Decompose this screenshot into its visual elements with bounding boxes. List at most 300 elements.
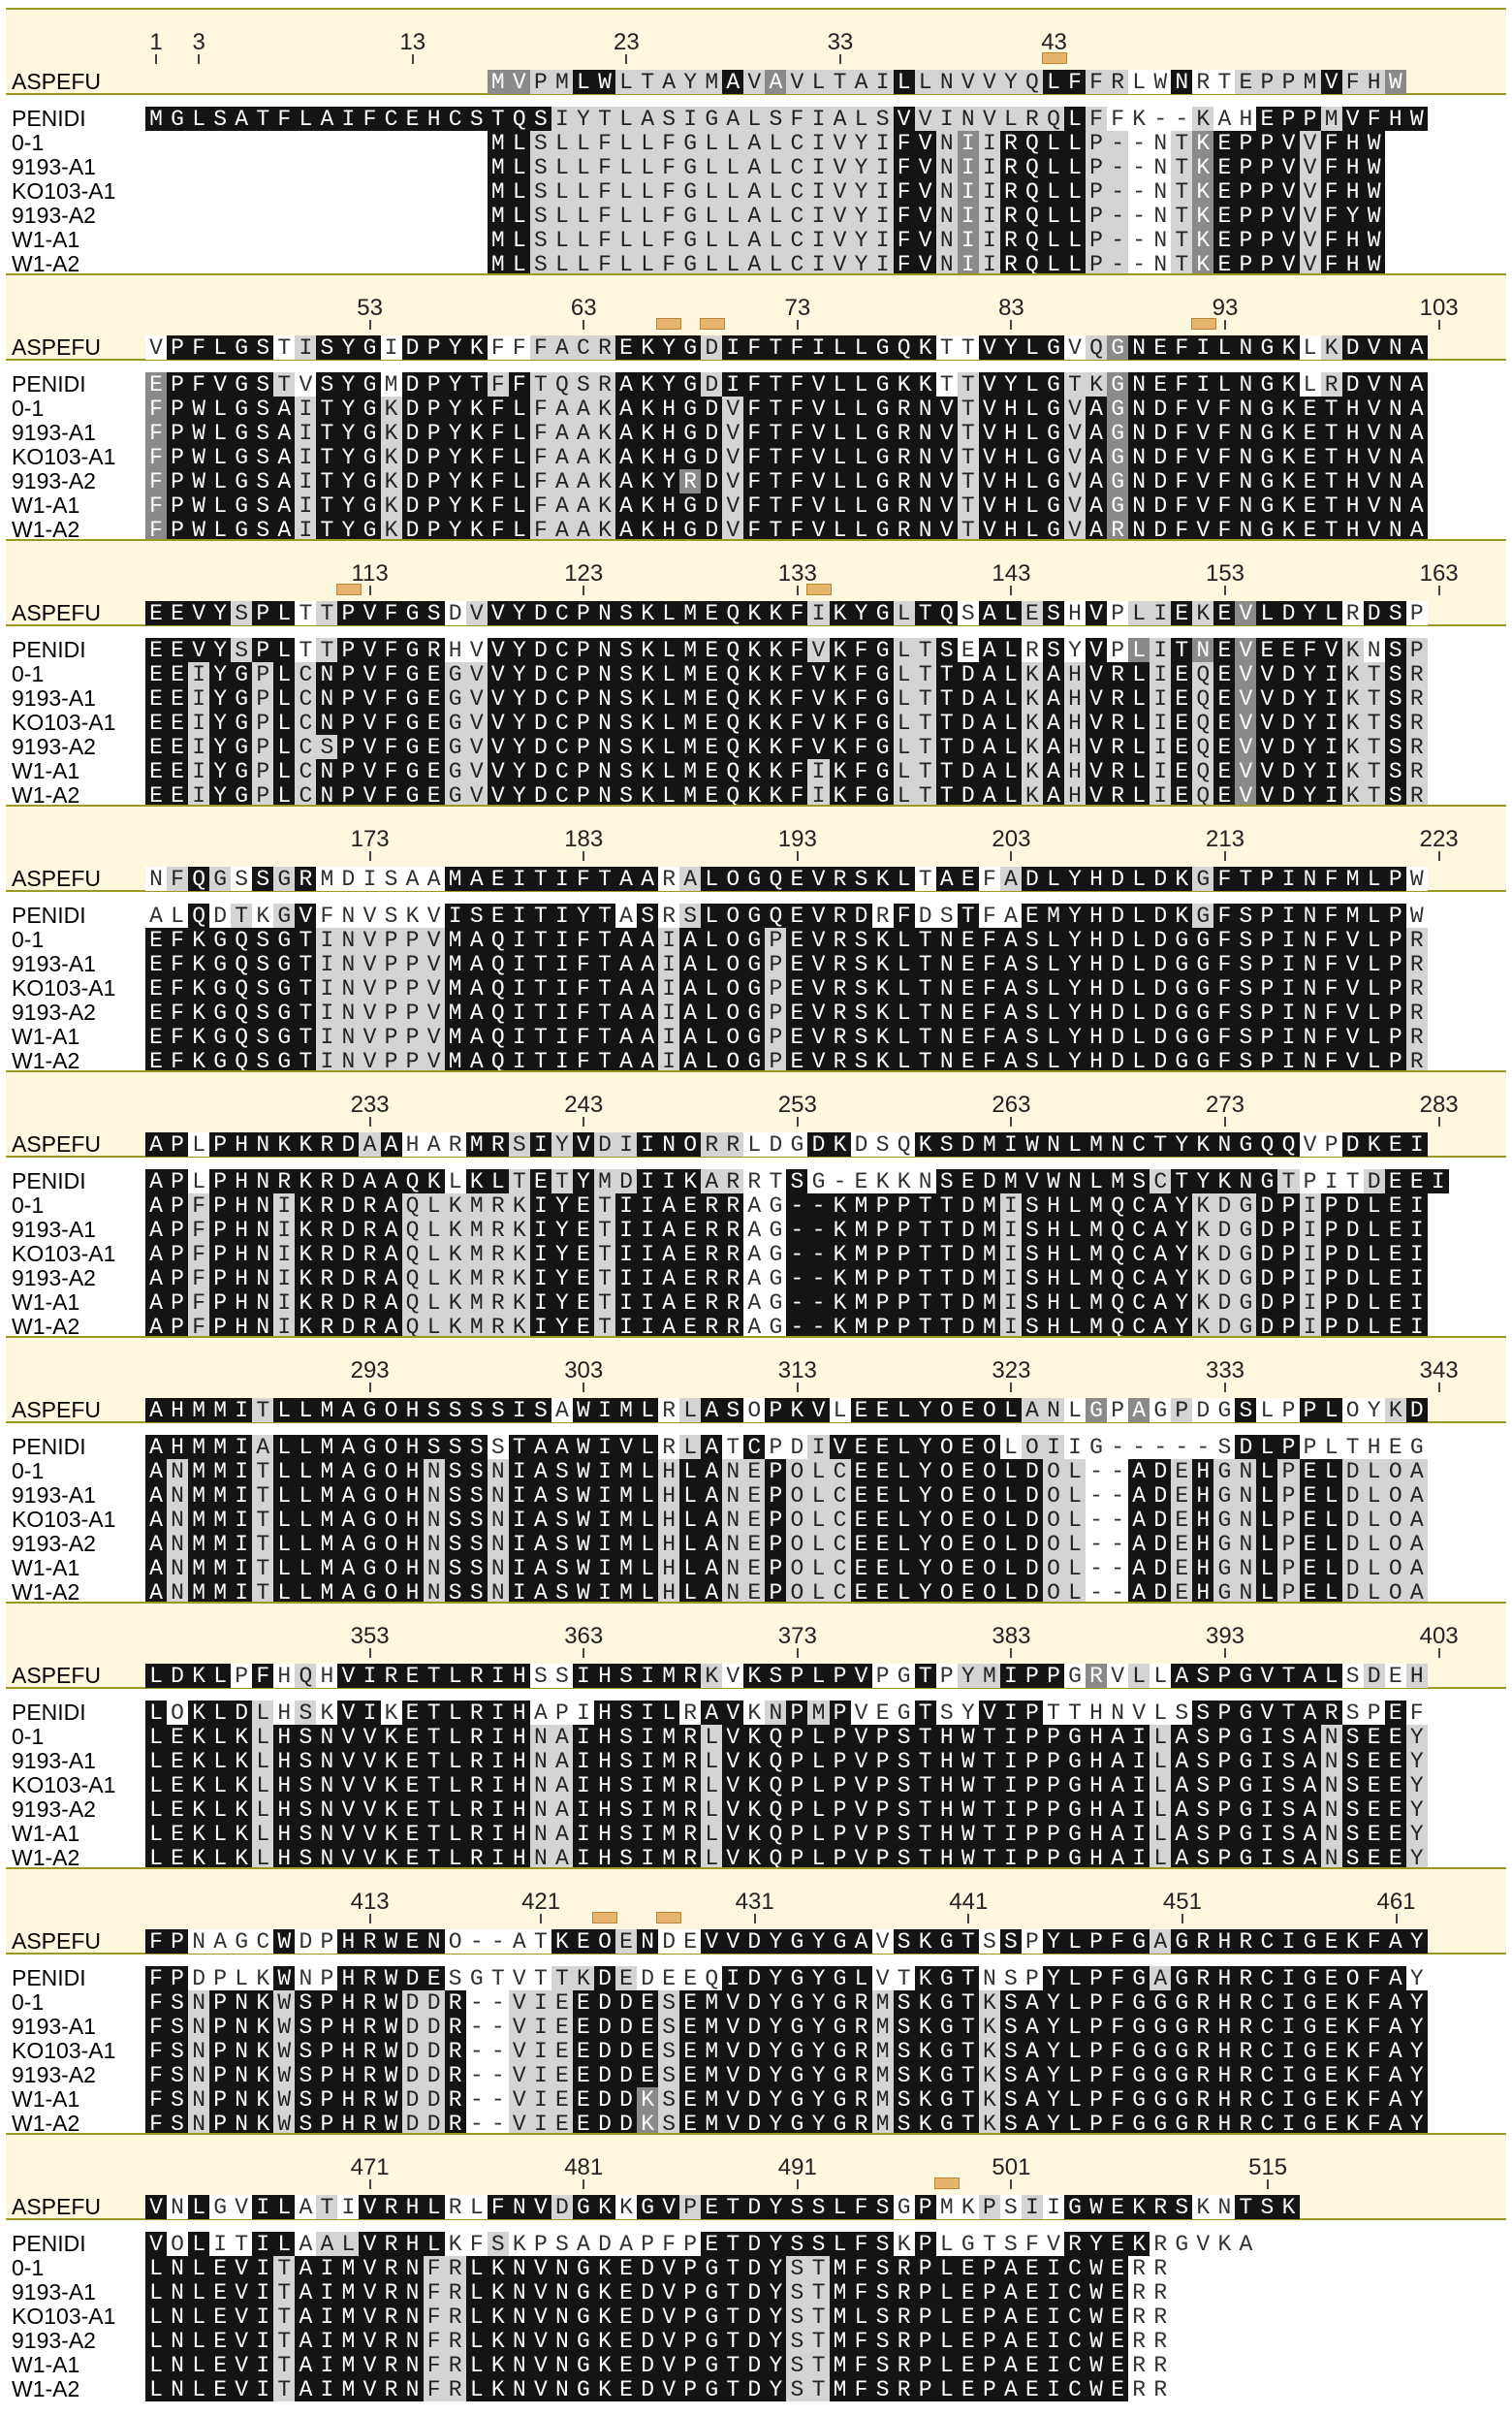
residue: L bbox=[765, 228, 786, 252]
residue: H bbox=[1043, 1242, 1064, 1266]
residue: L bbox=[936, 2353, 958, 2377]
residue: Y bbox=[1000, 335, 1022, 360]
alignment-pad bbox=[424, 179, 445, 204]
residue: K bbox=[1342, 759, 1364, 783]
residue: D bbox=[958, 1315, 979, 1339]
residue: G bbox=[231, 493, 252, 518]
residue: R bbox=[466, 1701, 488, 1725]
residue: R bbox=[722, 1132, 743, 1157]
residue: A bbox=[551, 493, 573, 518]
residue: O bbox=[936, 1483, 958, 1508]
residue: E bbox=[872, 1580, 894, 1605]
residue: V bbox=[1064, 469, 1086, 493]
residue: A bbox=[1406, 372, 1428, 397]
residue: L bbox=[1043, 155, 1064, 179]
residue: S bbox=[851, 867, 872, 891]
residue: R bbox=[851, 2063, 872, 2087]
residue: P bbox=[979, 2256, 1000, 2280]
residue: K bbox=[1342, 686, 1364, 711]
residue: V bbox=[209, 372, 231, 397]
residue: V bbox=[1256, 759, 1277, 783]
residue: G bbox=[231, 783, 252, 808]
residue: C bbox=[1256, 2039, 1277, 2063]
residue: I bbox=[1128, 1822, 1150, 1846]
residue: L bbox=[295, 1532, 316, 1556]
sequence-residues bbox=[145, 952, 1428, 976]
residue: F bbox=[1406, 1701, 1428, 1725]
residue: P bbox=[231, 1664, 252, 1688]
residue: Q bbox=[488, 1001, 509, 1025]
residue: A bbox=[743, 1290, 765, 1315]
residue: D bbox=[701, 445, 722, 469]
residue: L bbox=[1022, 421, 1043, 445]
residue: L bbox=[1364, 1580, 1385, 1605]
residue: R bbox=[1150, 2232, 1171, 2256]
residue: T bbox=[807, 2377, 829, 2401]
residue: D bbox=[1192, 1398, 1213, 1422]
residue: L bbox=[466, 2329, 488, 2353]
residue: R bbox=[830, 928, 851, 952]
residue: L bbox=[551, 204, 573, 228]
residue: R bbox=[424, 638, 445, 662]
residue: L bbox=[209, 1749, 231, 1773]
residue: T bbox=[316, 518, 337, 542]
residue: R bbox=[1406, 952, 1428, 976]
residue: V bbox=[1342, 107, 1364, 131]
residue: P bbox=[573, 783, 594, 808]
residue: N bbox=[958, 107, 979, 131]
residue: P bbox=[316, 2063, 337, 2087]
residue: L bbox=[1128, 686, 1150, 711]
residue: Q bbox=[765, 1773, 786, 1797]
residue: Q bbox=[402, 1290, 424, 1315]
residue: P bbox=[872, 1266, 894, 1290]
residue: S bbox=[295, 1990, 316, 2015]
residue: H bbox=[1213, 2063, 1235, 2087]
residue: A bbox=[145, 1218, 167, 1242]
residue: L bbox=[424, 1242, 445, 1266]
residue: V bbox=[1235, 662, 1256, 686]
residue: K bbox=[830, 1132, 851, 1157]
residue: L bbox=[145, 1701, 167, 1725]
residue: H bbox=[1213, 1966, 1235, 1990]
residue: H bbox=[1064, 711, 1086, 735]
residue: E bbox=[637, 2039, 658, 2063]
residue: R bbox=[830, 1049, 851, 1073]
residue: V bbox=[807, 662, 829, 686]
residue: E bbox=[1300, 1580, 1321, 1605]
residue: L bbox=[1256, 1532, 1277, 1556]
residue: L bbox=[188, 2305, 209, 2329]
residue: C bbox=[551, 735, 573, 759]
residue: D bbox=[615, 1169, 637, 1193]
residue: O bbox=[1385, 1532, 1406, 1556]
residue: Y bbox=[1171, 1315, 1192, 1339]
residue: F bbox=[1213, 397, 1235, 421]
residue: L bbox=[188, 2232, 209, 2256]
residue: W bbox=[273, 2039, 295, 2063]
residue: L bbox=[295, 1556, 316, 1580]
residue: A bbox=[679, 952, 701, 976]
residue: Y bbox=[1300, 711, 1321, 735]
residue: E bbox=[424, 662, 445, 686]
residue: L bbox=[424, 1266, 445, 1290]
residue: F bbox=[1107, 2039, 1128, 2063]
residue: T bbox=[1321, 493, 1342, 518]
residue: G bbox=[872, 445, 894, 469]
residue: M bbox=[658, 1822, 679, 1846]
residue: T bbox=[915, 711, 936, 735]
sequence-name: W1-A2 bbox=[12, 517, 80, 542]
residue: F bbox=[979, 867, 1000, 891]
position-label: 293 bbox=[350, 1357, 390, 1383]
residue: M bbox=[615, 1532, 637, 1556]
residue: N bbox=[1213, 1132, 1235, 1157]
residue: A bbox=[1107, 1773, 1128, 1797]
residue: Y bbox=[765, 2087, 786, 2112]
residue: E bbox=[701, 711, 722, 735]
residue: V bbox=[830, 131, 851, 155]
residue: M bbox=[1300, 70, 1321, 94]
residue: P bbox=[637, 2232, 658, 2256]
residue: N bbox=[1192, 638, 1213, 662]
residue: E bbox=[872, 1532, 894, 1556]
residue: N bbox=[1128, 397, 1150, 421]
residue: H bbox=[936, 1773, 958, 1797]
residue: E bbox=[679, 1266, 701, 1290]
residue: L bbox=[145, 1822, 167, 1846]
residue: G bbox=[402, 601, 424, 625]
residue: L bbox=[509, 469, 530, 493]
residue: V bbox=[722, 2063, 743, 2087]
residue: K bbox=[830, 638, 851, 662]
residue: N bbox=[1213, 2195, 1235, 2219]
residue: K bbox=[231, 1822, 252, 1846]
residue: T bbox=[594, 867, 615, 891]
residue: R bbox=[273, 1169, 295, 1193]
residue: S bbox=[252, 1001, 273, 1025]
residue: I bbox=[273, 1193, 295, 1218]
residue: L bbox=[1128, 638, 1150, 662]
residue: G bbox=[743, 1001, 765, 1025]
residue: I bbox=[1043, 2377, 1064, 2401]
residue: G bbox=[1086, 1398, 1107, 1422]
sequence-row bbox=[6, 928, 1506, 952]
sequence-row bbox=[6, 2329, 1506, 2353]
residue: E bbox=[1385, 1169, 1406, 1193]
residue: N bbox=[295, 1966, 316, 1990]
residue: G bbox=[1235, 1664, 1256, 1688]
residue: V bbox=[1235, 638, 1256, 662]
residue: P bbox=[167, 1242, 188, 1266]
residue: N bbox=[167, 1556, 188, 1580]
residue: P bbox=[894, 1242, 915, 1266]
residue: V bbox=[807, 928, 829, 952]
residue: G bbox=[765, 1266, 786, 1290]
residue: S bbox=[1022, 1315, 1043, 1339]
site-marker bbox=[336, 584, 362, 595]
residue: V bbox=[488, 686, 509, 711]
alignment-pad bbox=[145, 155, 167, 179]
residue: K bbox=[915, 372, 936, 397]
residue: I bbox=[658, 952, 679, 976]
residue: T bbox=[1364, 759, 1385, 783]
residue: G bbox=[1171, 1966, 1192, 1990]
residue: A bbox=[1406, 518, 1428, 542]
residue: V bbox=[231, 2353, 252, 2377]
residue: T bbox=[594, 1290, 615, 1315]
residue: R bbox=[466, 1749, 488, 1773]
residue: K bbox=[830, 662, 851, 686]
sequence-residues bbox=[145, 1532, 1428, 1556]
residue: I bbox=[637, 1290, 658, 1315]
residue: E bbox=[786, 1025, 807, 1049]
residue: V bbox=[979, 421, 1000, 445]
position-label: 451 bbox=[1162, 1889, 1202, 1915]
residue: H bbox=[1000, 518, 1022, 542]
residue: R bbox=[1235, 2015, 1256, 2039]
residue: H bbox=[1000, 421, 1022, 445]
position-label: 441 bbox=[949, 1889, 989, 1915]
residue: G bbox=[231, 735, 252, 759]
residue: E bbox=[1171, 759, 1192, 783]
residue: V bbox=[530, 2195, 551, 2219]
residue: T bbox=[530, 1929, 551, 1954]
residue: F bbox=[530, 421, 551, 445]
residue: K bbox=[637, 686, 658, 711]
residue: T bbox=[252, 1532, 273, 1556]
residue: K bbox=[381, 1822, 402, 1846]
residue: W bbox=[573, 1483, 594, 1508]
residue: Y bbox=[807, 2087, 829, 2112]
residue: O bbox=[381, 1580, 402, 1605]
residue: P bbox=[381, 1049, 402, 1073]
residue: E bbox=[145, 1025, 167, 1049]
residue: R bbox=[1192, 2015, 1213, 2039]
residue: K bbox=[252, 2112, 273, 2136]
residue: S bbox=[1000, 2232, 1022, 2256]
residue: L bbox=[551, 179, 573, 204]
residue: T bbox=[765, 335, 786, 360]
residue: W bbox=[1406, 904, 1428, 928]
residue: L bbox=[424, 1290, 445, 1315]
residue: Y bbox=[765, 2063, 786, 2087]
residue: A bbox=[530, 1483, 551, 1508]
residue: Y bbox=[765, 2353, 786, 2377]
residue: T bbox=[915, 1773, 936, 1797]
residue: M bbox=[316, 1398, 337, 1422]
residue: H bbox=[337, 1990, 359, 2015]
residue: P bbox=[1385, 867, 1406, 891]
residue: G bbox=[209, 1001, 231, 1025]
residue: D bbox=[1342, 1508, 1364, 1532]
residue: D bbox=[1107, 1001, 1128, 1025]
residue: Y bbox=[209, 662, 231, 686]
residue: K bbox=[1171, 867, 1192, 891]
residue: K bbox=[894, 1169, 915, 1193]
residue: G bbox=[1235, 1797, 1256, 1822]
residue: L bbox=[615, 228, 637, 252]
residue: V bbox=[722, 2039, 743, 2063]
residue: R bbox=[1150, 2195, 1171, 2219]
residue: Y bbox=[337, 493, 359, 518]
sequence-name: 0-1 bbox=[12, 1192, 45, 1218]
residue: F bbox=[851, 2232, 872, 2256]
residue: G bbox=[786, 1966, 807, 1990]
residue: M bbox=[872, 2015, 894, 2039]
residue: M bbox=[337, 2256, 359, 2280]
sequence-row bbox=[6, 1990, 1506, 2015]
residue: I bbox=[958, 204, 979, 228]
residue: V bbox=[807, 735, 829, 759]
residue: L bbox=[1150, 1846, 1171, 1870]
residue: L bbox=[615, 252, 637, 276]
residue: L bbox=[679, 1556, 701, 1580]
residue: L bbox=[1321, 1398, 1342, 1422]
residue: R bbox=[359, 1242, 380, 1266]
residue: V bbox=[359, 976, 380, 1001]
residue: E bbox=[167, 711, 188, 735]
residue: O bbox=[936, 1556, 958, 1580]
residue: Y bbox=[851, 179, 872, 204]
alignment-pad bbox=[209, 70, 231, 94]
residue: K bbox=[915, 335, 936, 360]
residue: K bbox=[188, 1701, 209, 1725]
residue: A bbox=[1043, 686, 1064, 711]
residue: S bbox=[958, 601, 979, 625]
residue: P bbox=[1043, 1822, 1064, 1846]
sequence-row bbox=[6, 1701, 1506, 1725]
residue: A bbox=[743, 1193, 765, 1218]
residue: G bbox=[359, 518, 380, 542]
residue: E bbox=[958, 2329, 979, 2353]
residue: T bbox=[594, 1315, 615, 1339]
residue: T bbox=[1321, 469, 1342, 493]
residue: I bbox=[530, 1132, 551, 1157]
residue: H bbox=[1086, 1846, 1107, 1870]
residue: E bbox=[958, 1532, 979, 1556]
residue: S bbox=[1342, 1822, 1364, 1846]
residue: P bbox=[786, 1773, 807, 1797]
residue: Y bbox=[658, 372, 679, 397]
residue: M bbox=[979, 1242, 1000, 1266]
residue: R bbox=[1150, 2280, 1171, 2305]
residue: N bbox=[1128, 421, 1150, 445]
residue: N bbox=[1235, 518, 1256, 542]
residue: Q bbox=[765, 1846, 786, 1870]
residue: P bbox=[1022, 1749, 1043, 1773]
position-label: 373 bbox=[777, 1623, 817, 1649]
sequence-residues bbox=[145, 2232, 1256, 2256]
residue: I bbox=[958, 252, 979, 276]
residue: I bbox=[807, 252, 829, 276]
residue: L bbox=[551, 228, 573, 252]
residue: C bbox=[551, 711, 573, 735]
alignment-pad bbox=[445, 179, 466, 204]
residue: T bbox=[958, 2112, 979, 2136]
residue: P bbox=[1277, 1290, 1299, 1315]
residue: P bbox=[1321, 1266, 1342, 1290]
residue: E bbox=[573, 1242, 594, 1266]
residue: E bbox=[1385, 1749, 1406, 1773]
residue: L bbox=[509, 204, 530, 228]
residue: Q bbox=[1192, 686, 1213, 711]
residue: I bbox=[252, 2256, 273, 2280]
residue: K bbox=[488, 2256, 509, 2280]
residue: L bbox=[1128, 735, 1150, 759]
residue: V bbox=[658, 2329, 679, 2353]
residue: N bbox=[1385, 335, 1406, 360]
residue: E bbox=[958, 1483, 979, 1508]
position-tick bbox=[625, 54, 627, 64]
residue: Y bbox=[1406, 2063, 1428, 2087]
residue: L bbox=[615, 107, 637, 131]
sequence-row bbox=[6, 759, 1506, 783]
residue: V bbox=[658, 2377, 679, 2401]
residue: I bbox=[252, 2280, 273, 2305]
residue: S bbox=[466, 1508, 488, 1532]
residue: G bbox=[1064, 1749, 1086, 1773]
residue: Y bbox=[445, 445, 466, 469]
residue: D bbox=[1213, 1266, 1235, 1290]
residue: I bbox=[1064, 1435, 1086, 1459]
residue: E bbox=[1300, 421, 1321, 445]
residue: P bbox=[167, 445, 188, 469]
residue: F bbox=[851, 686, 872, 711]
residue: A bbox=[530, 1556, 551, 1580]
residue: V bbox=[807, 638, 829, 662]
residue: T bbox=[936, 1266, 958, 1290]
residue: C bbox=[830, 1508, 851, 1532]
residue: G bbox=[445, 759, 466, 783]
position-label: 421 bbox=[521, 1889, 561, 1915]
residue: N bbox=[337, 952, 359, 976]
residue: D bbox=[402, 397, 424, 421]
residue: E bbox=[1385, 1242, 1406, 1266]
residue: S bbox=[424, 601, 445, 625]
residue: O bbox=[936, 1435, 958, 1459]
residue: P bbox=[1256, 1049, 1277, 1073]
residue: E bbox=[679, 2063, 701, 2087]
sequence-row bbox=[6, 1001, 1506, 1025]
residue: V bbox=[722, 518, 743, 542]
residue: V bbox=[530, 2377, 551, 2401]
residue: C bbox=[295, 759, 316, 783]
residue: M bbox=[615, 1398, 637, 1422]
residue: P bbox=[830, 1773, 851, 1797]
residue: M bbox=[209, 1508, 231, 1532]
residue: L bbox=[1022, 518, 1043, 542]
residue: P bbox=[1277, 1218, 1299, 1242]
residue: K bbox=[872, 976, 894, 1001]
residue: E bbox=[1171, 783, 1192, 808]
residue: D bbox=[743, 2039, 765, 2063]
alignment-gap: - bbox=[488, 2063, 509, 2087]
residue: G bbox=[1256, 421, 1277, 445]
residue: P bbox=[679, 2353, 701, 2377]
sequence-row bbox=[6, 2280, 1506, 2305]
residue: K bbox=[381, 445, 402, 469]
sequence-name: ASPEFU bbox=[12, 2194, 102, 2219]
sequence-name: KO103-A1 bbox=[12, 1772, 116, 1797]
residue: A bbox=[530, 1508, 551, 1532]
residue: P bbox=[167, 1169, 188, 1193]
residue: Y bbox=[1406, 2112, 1428, 2136]
residue: D bbox=[1150, 867, 1171, 891]
residue: R bbox=[1128, 2280, 1150, 2305]
sequence-row bbox=[6, 2015, 1506, 2039]
residue: N bbox=[337, 928, 359, 952]
